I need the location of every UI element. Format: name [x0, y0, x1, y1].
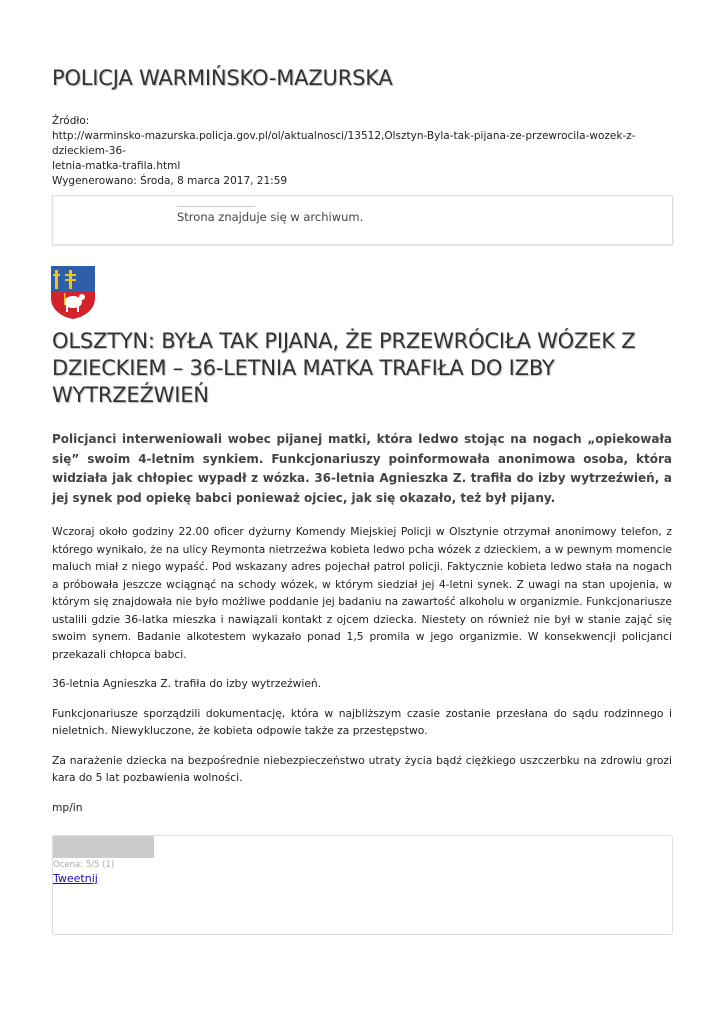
- article-paragraph: Za narażenie dziecka na bezpośrednie niebezpieczeństwo utraty życia bądź ciężkiego uszczerbku na zdrowiu grozi kara do 5 lat pozbawienia wolności.: [52, 753, 672, 784]
- source-url-line-1: http://warminsko-mazurska.policja.gov.pl/ol/aktualnosci/13512,Olsztyn-Byla-tak-pijana-ze-przewrocila-wozek-z-dzieckiem-36-: [52, 130, 636, 157]
- archive-notice: Strona znajduje się w archiwum.: [177, 210, 364, 224]
- source-url-line-2: letnia-matka-trafila.html: [52, 160, 181, 172]
- source-label: Źródło:: [52, 115, 90, 127]
- tweet-link[interactable]: Tweetnij: [53, 872, 98, 885]
- article-body: [52, 523, 672, 828]
- article-paragraph: Funkcjonariusze sporządzili dokumentację, która w najbliższym czasie zostanie przesłana do sądu rodzinnego i nieletnich. Niewykluczone, że kobieta odpowie także za przestępstwo.: [52, 706, 672, 737]
- document-meta: [52, 114, 677, 189]
- article-lead: Policjanci interweniowali wobec pijanej matki, która ledwo stojąc na nogach „opiekowała się” swoim 4-letnim synkiem. Funkcjonariuszy poinformowała anonimowa osoba, która widziała jak chłopiec wypadł z wózka. 36-letnia Agnieszka Z. trafiła do izby wytrzeźwień, a jej synek pod opiekę babci ponieważ ojciec, jak się okazało, też był pijany.: [52, 432, 672, 505]
- article-title: OLSZTYN: BYŁA TAK PIJANA, ŻE PRZEWRÓCIŁA WÓZEK Z DZIECKIEM – 36-LETNIA MATKA TRAFIŁA DO IZBY WYTRZEŹWIEŃ: [52, 329, 636, 407]
- rating-stars-bar[interactable]: [53, 836, 154, 858]
- rating-box: [52, 835, 673, 935]
- coat-of-arms-icon: [51, 266, 95, 319]
- rating-text: Ocena: 5/5 (1): [53, 860, 115, 870]
- author-initials: mp/in: [52, 800, 83, 814]
- site-title: POLICJA WARMIŃSKO-MAZURSKA: [52, 66, 393, 90]
- archive-notice-box: [52, 195, 673, 245]
- archive-divider: [177, 206, 255, 207]
- article-paragraph: 36-letnia Agnieszka Z. trafiła do izby wytrzeźwień.: [52, 677, 322, 690]
- generated-date: Wygenerowano: Środa, 8 marca 2017, 21:59: [52, 175, 288, 187]
- article-paragraph: Wczoraj około godziny 22.00 oficer dyżurny Komendy Miejskiej Policji w Olsztynie otrzymał anonimowy telefon, z którego wynikało, że na ulicy Reymonta nietrzeźwa kobieta ledwo pcha wózek z dzieckiem, a w pewnym momencie maluch miał z niego wypaść. Pod wskazany adres pojechał patrol policji. Faktycznie kobieta ledwo stała na nogach a próbowała jeszcze wciągnąć na schody wózek, w którym siedział jej 4-letni synek. Z uwagi na stan upojenia, w którym się znajdowała nie było możliwe poddanie jej badaniu na zawartość alkoholu w organizmie. Funkcjonariusze ustalili gdzie 36-latka mieszka i nawiązali kontakt z ojcem dziecka. Niestety on również nie był w stanie zająć się swoim synem. Badanie alkotestem wykazało ponad 1,5 promila w jego organizmie. W konsekwencji policjanci przekazali chłopca babci.: [52, 525, 672, 661]
